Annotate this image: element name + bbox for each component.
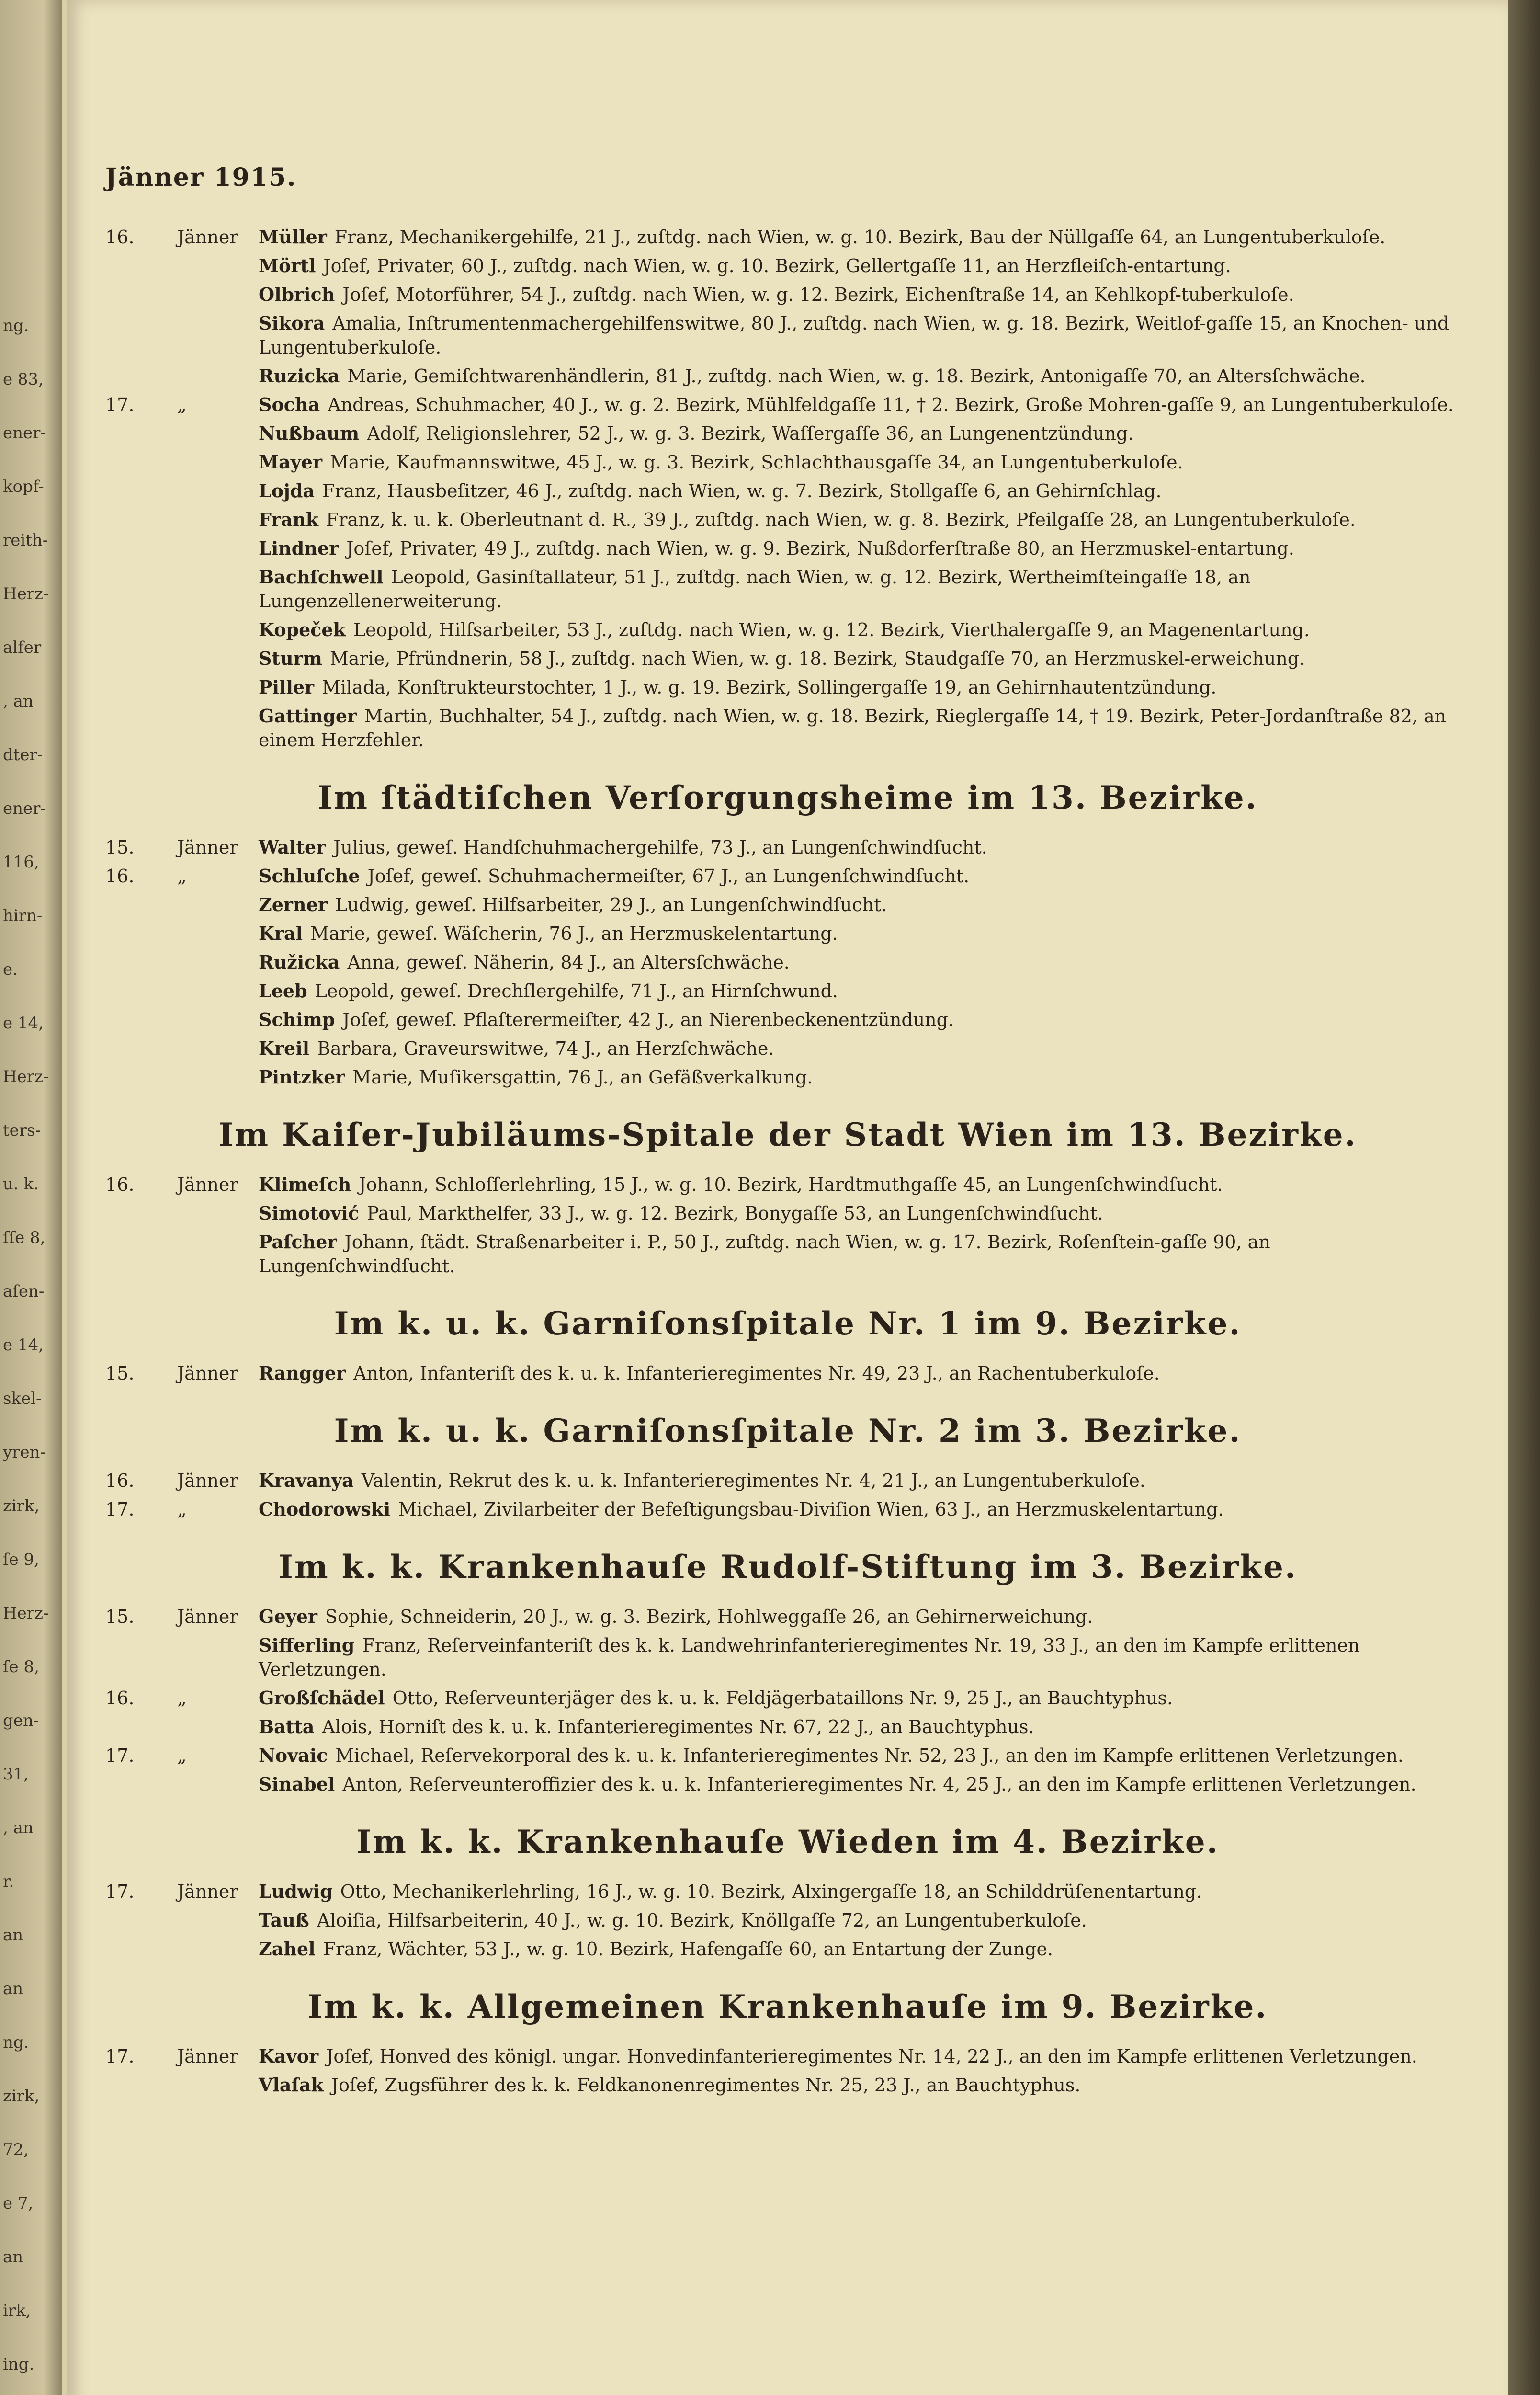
entry-date: 16. [105,1470,135,1491]
entry-details: Joſef, Privater, 60 J., zuſtdg. nach Wien, w. g. 10. Bezirk, Gellertgaſſe 11, an Herzfleiſch-entartung. [323,255,1231,276]
margin-fragment: ener- [3,423,46,443]
entry-surname: Walter [259,836,326,858]
margin-fragment: an [3,1926,23,1945]
entry-surname: Schluſche [259,865,360,887]
entry-details: Julius, geweſ. Handſchuhmachergehilfe, 73 J., an Lungenſchwindſucht. [333,837,987,858]
entry-details: Joſef, Zugsführer des k. k. Feldkanonenregimentes Nr. 25, 23 J., an Bauchtyphus. [331,2075,1081,2096]
entry-details: Franz, k. u. k. Oberleutnant d. R., 39 J., zuſtdg. nach Wien, w. g. 8. Bezirk, Pfeilgaſſe 28, an Lungentuberkuloſe. [326,509,1356,530]
death-record-entry [105,922,1470,946]
entry-body [259,1772,1470,1796]
death-record-entry [105,2073,1470,2097]
entry-month: Jänner [177,1881,238,1902]
entry-surname: Ludwig [259,1881,333,1902]
margin-fragment: alfer [3,638,42,657]
entry-surname: Ruzicka [259,365,340,387]
entry-body [259,1469,1470,1493]
entry-body [259,1008,1470,1032]
death-record-entry [105,675,1470,699]
margin-fragment: u. k. [3,1175,39,1194]
margin-fragment: ing. [3,2355,34,2374]
entry-body [259,2044,1470,2068]
margin-fragment: kopf- [3,477,44,496]
entry-details: Otto, Reſervеunterjäger des k. u. k. Feldjägerbataillons Nr. 9, 25 J., an Bauchtyphus. [392,1688,1173,1709]
entry-details: Ludwig, geweſ. Hilfsarbeiter, 29 J., an Lungenſchwindſucht. [335,894,887,915]
death-record-entry [105,450,1470,474]
entry-surname: Zerner [259,894,328,915]
entries-container [105,225,1470,2102]
entry-body [259,1686,1470,1710]
entry-body [259,893,1470,917]
entry-details: Michael, Reſervekorporal des k. u. k. Infanterieregimentes Nr. 52, 23 J., an den im Kampfe erlittenen Verletzungen. [335,1745,1404,1766]
entry-details: Joſef, geweſ. Pflaſterermeiſter, 42 J., an Nierenbeckenentzündung. [342,1009,954,1030]
death-record-entry [105,1605,1470,1629]
death-record-entry [105,311,1470,359]
entry-details: Joſef, Honved des königl. ungar. Honvedinfanterieregimentes Nr. 14, 22 J., an den im Kampfe erlittenen Verletzungen. [326,2046,1417,2067]
entry-surname: Chodorowski [259,1498,391,1520]
entry-surname: Bachſchwell [259,566,384,588]
margin-fragment: 31, [3,1765,29,1784]
death-record-entry [105,364,1470,388]
entry-body [259,1230,1470,1278]
entry-body [259,311,1470,359]
margin-fragment: ſe 8, [3,1657,39,1676]
entry-surname: Batta [259,1716,315,1737]
entry-details: Sophie, Schneiderin, 20 J., w. g. 3. Bezirk, Hohlweggaſſe 26, an Gehirnerweichung. [325,1606,1093,1627]
death-record-entry [105,864,1470,888]
margin-fragment: yren- [3,1443,45,1462]
entry-details: Michael, Zivilarbeiter der Befeſtigungsbau-Diviſion Wien, 63 J., an Herzmuskelentartung. [398,1499,1224,1520]
death-record-entry [105,479,1470,503]
entry-date: 16. [105,866,135,887]
entry-details: Franz, Hausbeſitzer, 46 J., zuſtdg. nach Wien, w. g. 7. Bezirk, Stollgaſſe 6, an Gehirnſchlag. [322,480,1162,502]
entry-month: Jänner [177,1174,238,1195]
entry-surname: Rangger [259,1362,346,1384]
entry-surname: Kral [259,923,303,944]
entry-surname: Tauß [259,1909,309,1931]
entry-body [259,283,1470,307]
margin-fragment: hirn- [3,906,43,925]
entry-details: Leopold, Hilfsarbeiter, 53 J., zuſtdg. nach Wien, w. g. 12. Bezirk, Vierthalergaſſe 9, an Magenentartung. [353,619,1310,640]
entry-body [259,393,1470,417]
entry-body [259,1497,1470,1521]
entry-body [259,835,1470,859]
margin-fragment: e 7, [3,2194,34,2213]
margin-fragment: zirk, [3,2087,40,2106]
death-record-entry [105,1008,1470,1032]
entry-details: Barbara, Graveurswitwe, 74 J., an Herzſchwäche. [317,1038,774,1059]
margin-fragment: an [3,2247,23,2267]
margin-fragment: ener- [3,799,46,818]
section-title: Im k. u. k. Garniſonsſpitale Nr. 2 im 3. Bezirke. [334,1412,1242,1449]
death-record-entry [105,1230,1470,1278]
entry-body [259,1633,1470,1681]
entry-details: Anna, geweſ. Näherin, 84 J., an Altersſchwäche. [347,952,790,973]
page-header: Jänner 1915. [105,163,297,192]
margin-fragment: dter- [3,745,43,764]
death-record-entry [105,979,1470,1003]
entry-month: „ [177,866,187,887]
death-record-entry [105,704,1470,752]
entry-month: Jänner [177,227,238,248]
entry-surname: Mörtl [259,255,316,276]
entry-surname: Piller [259,676,315,698]
entry-body [259,979,1470,1003]
entry-body [259,479,1470,503]
margin-fragment: ng. [3,316,29,335]
entry-surname: Lojda [259,480,315,502]
entry-body [259,1037,1470,1061]
death-record-entry [105,1880,1470,1904]
entry-surname: Sifferling [259,1634,355,1656]
entry-body [259,950,1470,974]
entry-details: Leopold, geweſ. Drechſlergehilfe, 71 J., an Hirnſchwund. [315,981,838,1002]
entry-body [259,1908,1470,1932]
death-record-entry [105,1908,1470,1932]
death-record-entry [105,1065,1470,1089]
entry-surname: Kreil [259,1038,310,1059]
death-record-entry [105,835,1470,859]
margin-fragment: 116, [3,853,39,872]
entry-details: Amalia, Inſtrumentenmachergehilfenswitwe, 80 J., zuſtdg. nach Wien, w. g. 18. Bezirk, Weitlof-gaſſe 15, an Knochen- und Lungentuberkuloſe. [259,313,1449,358]
margin-fragment: e 14, [3,1335,44,1355]
entry-details: Anton, Infanteriſt des k. u. k. Infanterieregimentes Nr. 49, 23 J., an Rachentuberkuloſe. [353,1363,1160,1384]
entry-details: Adolf, Religionslehrer, 52 J., w. g. 3. Bezirk, Waſſergaſſe 36, an Lungenentzündung. [367,423,1134,444]
entry-date: 17. [105,1745,135,1766]
death-record-entry [105,2044,1470,2068]
entry-surname: Socha [259,394,320,415]
entry-surname: Kopeček [259,619,346,640]
margin-fragment: zirk, [3,1496,40,1516]
entry-details: Johann, Schloſſerlehrling, 15 J., w. g. 10. Bezirk, Hardtmuthgaſſe 45, an Lungenſchwindſucht. [359,1174,1223,1195]
margin-fragment: Herz- [3,1604,49,1623]
entry-details: Martin, Buchhalter, 54 J., zuſtdg. nach Wien, w. g. 18. Bezirk, Rieglergaſſe 14, † 19. Bezirk, Peter-Jordanſtraße 82, an einem Herzfehler. [259,706,1447,751]
death-record-entry [105,893,1470,917]
entry-details: Anton, Reſerveunteroffizier des k. u. k. Infanterieregimentes Nr. 4, 25 J., an den im Kampfe erlittenen Verletzungen. [342,1774,1416,1795]
margin-fragment: r. [3,1872,14,1891]
entry-details: Leopold, Gasinſtallateur, 51 J., zuſtdg. nach Wien, w. g. 12. Bezirk, Wertheimſteingaſſe 18, an Lungenzellenerweiterung. [259,567,1251,612]
margin-fragment: , an [3,1818,34,1837]
death-record-entry [105,1715,1470,1739]
entry-details: Marie, Pfründnerin, 58 J., zuſtdg. nach Wien, w. g. 18. Bezirk, Staudgaſſe 70, an Herzmuskel-erweichung. [329,648,1305,669]
entry-surname: Lindner [259,537,339,559]
section-title: Im ſtädtiſchen Verſorgungsheime im 13. Bezirke. [317,779,1258,816]
entry-date: 16. [105,1174,135,1195]
death-record-entry [105,1201,1470,1225]
death-record-entry [105,254,1470,278]
death-record-entry [105,618,1470,642]
death-record-entry [105,1686,1470,1710]
entry-details: Johann, ſtädt. Straßenarbeiter i. P., 50 J., zuſtdg. nach Wien, w. g. 17. Bezirk, Roſenſtein-gaſſe 90, an Lungenſchwindſucht. [259,1232,1270,1277]
entry-surname: Kravanya [259,1470,354,1491]
entry-surname: Mayer [259,451,322,473]
death-record-entry [105,508,1470,532]
entry-date: 17. [105,1881,135,1902]
entry-month: „ [177,1745,187,1766]
death-record-entry [105,1037,1470,1061]
death-record-entry [105,1772,1470,1796]
entry-details: Marie, Gemiſchtwarenhändlerin, 81 J., zuſtdg. nach Wien, w. g. 18. Bezirk, Antonigaſſe 70, an Altersſchwäche. [347,365,1366,387]
entry-surname: Ružicka [259,951,340,973]
margin-fragment: an [3,1979,23,1998]
margin-fragment: e 83, [3,370,44,389]
entry-month: „ [177,1499,187,1520]
entry-surname: Olbrich [259,284,335,305]
section-title: Im k. k. Krankenhauſe Rudolf-Stiftung im 3. Bezirke. [278,1548,1297,1585]
entry-date: 16. [105,227,135,248]
margin-fragment: 72, [3,2140,29,2159]
entry-details: Franz, Wächter, 53 J., w. g. 10. Bezirk, Hafengaſſe 60, an Entartung der Zunge. [323,1939,1053,1960]
margin-fragment: ſe 9, [3,1550,39,1569]
entry-surname: Pintzker [259,1066,345,1088]
entry-surname: Müller [259,226,327,248]
entry-surname: Gattinger [259,705,357,727]
margin-fragment: Herz- [3,1067,49,1086]
entry-surname: Novaic [259,1745,328,1766]
death-record-entry [105,1744,1470,1768]
death-record-entry [105,565,1470,613]
entry-surname: Vlaſak [259,2074,324,2096]
entry-details: Franz, Reſerveinfanteriſt des k. k. Landwehrinfanterieregimentes Nr. 19, 33 J., an den im Kampfe erlittenen Verletzungen. [259,1635,1360,1680]
death-record-entry [105,536,1470,560]
entry-surname: Sturm [259,648,322,669]
entry-details: Aloiſia, Hilfsarbeiterin, 40 J., w. g. 10. Bezirk, Knöllgaſſe 72, an Lungentuberkuloſe. [317,1910,1087,1931]
margin-fragment: Herz- [3,584,49,604]
entry-date: 15. [105,837,135,858]
margin-fragment: irk, [3,2301,31,2320]
death-record-entry [105,393,1470,417]
entry-body [259,2073,1470,2097]
entry-body [259,704,1470,752]
entry-month: Jänner [177,1363,238,1384]
entry-date: 15. [105,1606,135,1627]
document-page [67,0,1508,2395]
margin-fragment: aſen- [3,1282,45,1301]
entry-details: Valentin, Rekrut des k. u. k. Infanterieregimentes Nr. 4, 21 J., an Lungentuberkuloſe. [361,1470,1145,1491]
death-record-entry [105,1361,1470,1385]
entry-body [259,254,1470,278]
entry-surname: Nußbaum [259,422,360,444]
margin-fragment: ſſe 8, [3,1228,45,1247]
entry-body [259,864,1470,888]
entry-details: Alois, Horniſt des k. u. k. Infanterieregimentes Nr. 67, 22 J., an Bauchtyphus. [322,1716,1034,1737]
entry-body [259,1937,1470,1961]
entry-month: „ [177,1688,187,1709]
entry-month: Jänner [177,2046,238,2067]
entry-body [259,618,1470,642]
entry-body [259,922,1470,946]
death-record-entry [105,422,1470,445]
entry-details: Joſef, Privater, 49 J., zuſtdg. nach Wien, w. g. 9. Bezirk, Nußdorferſtraße 80, an Herzmuskel-entartung. [346,538,1294,559]
entry-date: 16. [105,1688,135,1709]
entry-surname: Geyer [259,1606,317,1627]
entry-body [259,1880,1470,1904]
entry-details: Otto, Mechanikerlehrling, 16 J., w. g. 10. Bezirk, Alxingergaſſe 18, an Schilddrüſenentartung. [340,1881,1202,1902]
entry-body [259,1201,1470,1225]
entry-date: 15. [105,1363,135,1384]
entry-body [259,1605,1470,1629]
entry-details: Milada, Konſtrukteurstochter, 1 J., w. g. 19. Bezirk, Sollingergaſſe 19, an Gehirnhautentzündung. [322,677,1217,698]
entry-body [259,364,1470,388]
entry-month: „ [177,394,187,415]
death-record-entry [105,1469,1470,1493]
entry-body [259,450,1470,474]
previous-page-margin [0,0,62,2395]
entry-surname: Schimp [259,1009,335,1030]
entry-body [259,422,1470,445]
section-title: Im Kaiſer-Jubiläums-Spitale der Stadt Wien im 13. Bezirke. [218,1116,1357,1153]
entry-body [259,536,1470,560]
margin-fragment: ng. [3,2033,29,2052]
entry-surname: Sinabel [259,1773,335,1795]
section-title: Im k. u. k. Garniſonsſpitale Nr. 1 im 9. Bezirke. [334,1305,1242,1342]
entry-month: Jänner [177,1606,238,1627]
entry-date: 17. [105,1499,135,1520]
margin-fragment: reith- [3,531,48,550]
margin-fragment: , an [3,692,34,711]
entry-details: Franz, Mechanikergehilfe, 21 J., zuſtdg. nach Wien, w. g. 10. Bezirk, Bau der Nüllgaſſe 64, an Lungentuberkuloſe. [334,227,1386,248]
entry-details: Marie, Muſikersgattin, 76 J., an Gefäßverkalkung. [352,1067,813,1088]
margin-fragment: e 14, [3,1014,44,1033]
entry-surname: Kavor [259,2045,319,2067]
entry-body [259,1173,1470,1197]
entry-details: Joſef, geweſ. Schuhmachermeiſter, 67 J., an Lungenſchwindſucht. [367,866,970,887]
margin-fragment: gen- [3,1711,39,1730]
section-title: Im k. k. Krankenhauſe Wieden im 4. Bezirke. [356,1823,1219,1860]
margin-fragment: ters- [3,1121,41,1140]
book-edge [1508,0,1540,2395]
entry-body [259,225,1470,249]
section-title: Im k. k. Allgemeinen Krankenhauſe im 9. Bezirke. [307,1988,1268,2025]
entry-surname: Klimeſch [259,1174,351,1195]
death-record-entry [105,1633,1470,1681]
entry-surname: Zahel [259,1938,316,1960]
entry-body [259,1715,1470,1739]
death-record-entry [105,283,1470,307]
death-record-entry [105,1497,1470,1521]
death-record-entry [105,1173,1470,1197]
entry-surname: Großſchädel [259,1687,385,1709]
entry-date: 17. [105,394,135,415]
entry-details: Marie, geweſ. Wäſcherin, 76 J., an Herzmuskelentartung. [310,923,838,944]
entry-surname: Simotović [259,1202,359,1224]
entry-body [259,508,1470,532]
entry-body [259,1744,1470,1768]
margin-fragment: skel- [3,1389,42,1408]
entry-body [259,1361,1470,1385]
entry-details: Paul, Markthelfer, 33 J., w. g. 12. Bezirk, Bonygaſſe 53, an Lungenſchwindſucht. [366,1203,1103,1224]
entry-month: Jänner [177,1470,238,1491]
death-record-entry [105,225,1470,249]
margin-fragment: e. [3,960,18,979]
entry-month: Jänner [177,837,238,858]
entry-surname: Frank [259,509,318,530]
entry-body [259,1065,1470,1089]
entry-details: Andreas, Schuhmacher, 40 J., w. g. 2. Bezirk, Mühlfeldgaſſe 11, † 2. Bezirk, Große Mohren-gaſſe 9, an Lungentuberkuloſe. [328,394,1454,415]
entry-date: 17. [105,2046,135,2067]
entry-details: Marie, Kaufmannswitwe, 45 J., w. g. 3. Bezirk, Schlachthausgaſſe 34, an Lungentuberkuloſe. [329,452,1183,473]
death-record-entry [105,647,1470,671]
entry-body [259,565,1470,613]
entry-surname: Leeb [259,980,307,1002]
entry-details: Joſef, Motorführer, 54 J., zuſtdg. nach Wien, w. g. 12. Bezirk, Eichenſtraße 14, an Kehlkopf-tuberkuloſe. [342,284,1294,305]
entry-body [259,675,1470,699]
entry-body [259,647,1470,671]
entry-surname: Sikora [259,312,325,334]
entry-surname: Paſcher [259,1231,337,1253]
death-record-entry [105,950,1470,974]
death-record-entry [105,1937,1470,1961]
